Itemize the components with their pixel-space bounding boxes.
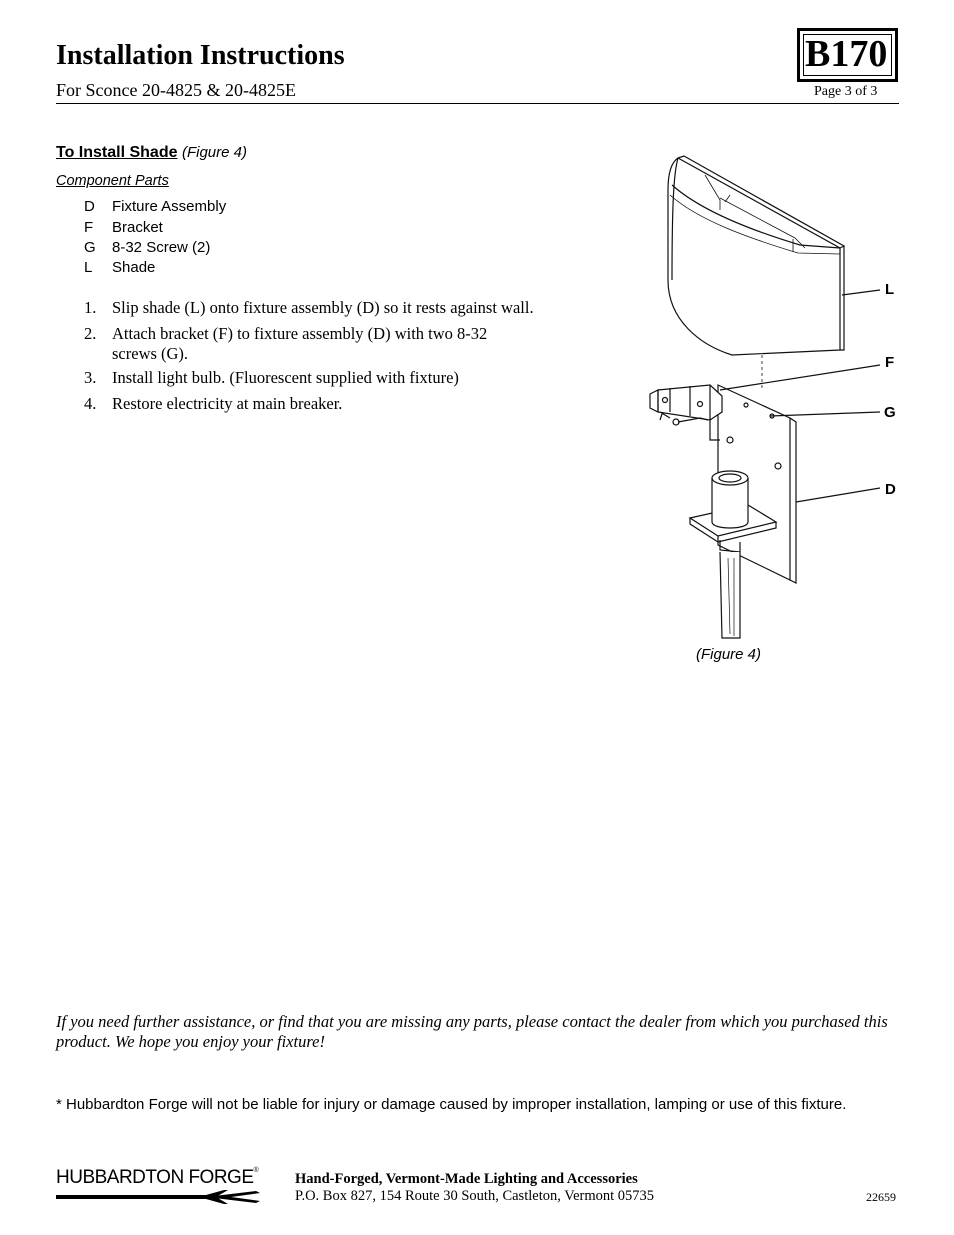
header-divider <box>56 103 899 104</box>
step-text: Slip shade (L) onto fixture assembly (D) so it rests against wall. <box>112 298 534 317</box>
part-key: L <box>84 259 93 276</box>
section-figure-ref: (Figure 4) <box>181 144 247 161</box>
step-text: Attach bracket (F) to fixture assembly (D) with two 8-32 screws (G). <box>112 324 488 363</box>
shade-drawing <box>668 156 844 355</box>
leader-line-l <box>842 290 880 295</box>
step-text: Install light bulb. (Fluorescent supplied with fixture) <box>112 368 459 387</box>
leader-line-g <box>770 412 880 416</box>
tongs-icon <box>56 1189 261 1205</box>
callout-f: F <box>885 354 895 371</box>
leader-line-f <box>720 365 880 390</box>
figure-caption: (Figure 4) <box>696 646 762 663</box>
part-label: Fixture Assembly <box>112 198 227 215</box>
step-number: 3. <box>84 368 97 387</box>
footer-address: P.O. Box 827, 154 Route 30 South, Castleton, Vermont 05735 <box>295 1188 655 1204</box>
document-code: B170 <box>805 33 888 75</box>
liability-disclaimer: * Hubbardton Forge will not be liable for injury or damage caused by improper installation, lamping or use of this fixture. <box>56 1096 847 1113</box>
step-text: Restore electricity at main breaker. <box>112 394 343 413</box>
part-key: G <box>84 239 96 256</box>
part-key: F <box>84 219 94 236</box>
section-heading <box>56 144 247 162</box>
page-number: Page 3 of 3 <box>814 84 878 99</box>
part-key: D <box>84 198 95 215</box>
sconce-exploded-diagram <box>630 150 910 650</box>
footer-tagline: Hand-Forged, Vermont-Made Lighting and Accessories <box>295 1171 638 1187</box>
leader-line-d <box>796 488 880 502</box>
step-number: 4. <box>84 394 97 413</box>
part-label: Shade <box>112 259 156 276</box>
logo-registered-mark: ® <box>253 1167 259 1174</box>
section-title: To Install Shade <box>56 144 178 161</box>
step-number: 2. <box>84 324 97 343</box>
product-subtitle: For Sconce 20-4825 & 20-4825E <box>56 80 296 100</box>
step-number: 1. <box>84 298 97 317</box>
callout-d: D <box>885 481 896 498</box>
component-parts-heading: Component Parts <box>56 173 169 189</box>
callout-l: L <box>885 281 895 298</box>
document-number: 22659 <box>866 1190 896 1204</box>
assistance-note: If you need further assistance, or find that you are missing any parts, please contact the dealer from which you purchased this product. We hope you enjoy your fixture! <box>56 1012 888 1051</box>
part-label: 8-32 Screw (2) <box>112 239 211 256</box>
page-title: Installation Instructions <box>56 40 345 71</box>
part-label: Bracket <box>112 219 163 236</box>
callout-g: G <box>884 404 896 421</box>
logo-text: HUBBARDTON FORGE <box>56 1167 254 1188</box>
hubbardton-forge-logo <box>56 1167 261 1210</box>
